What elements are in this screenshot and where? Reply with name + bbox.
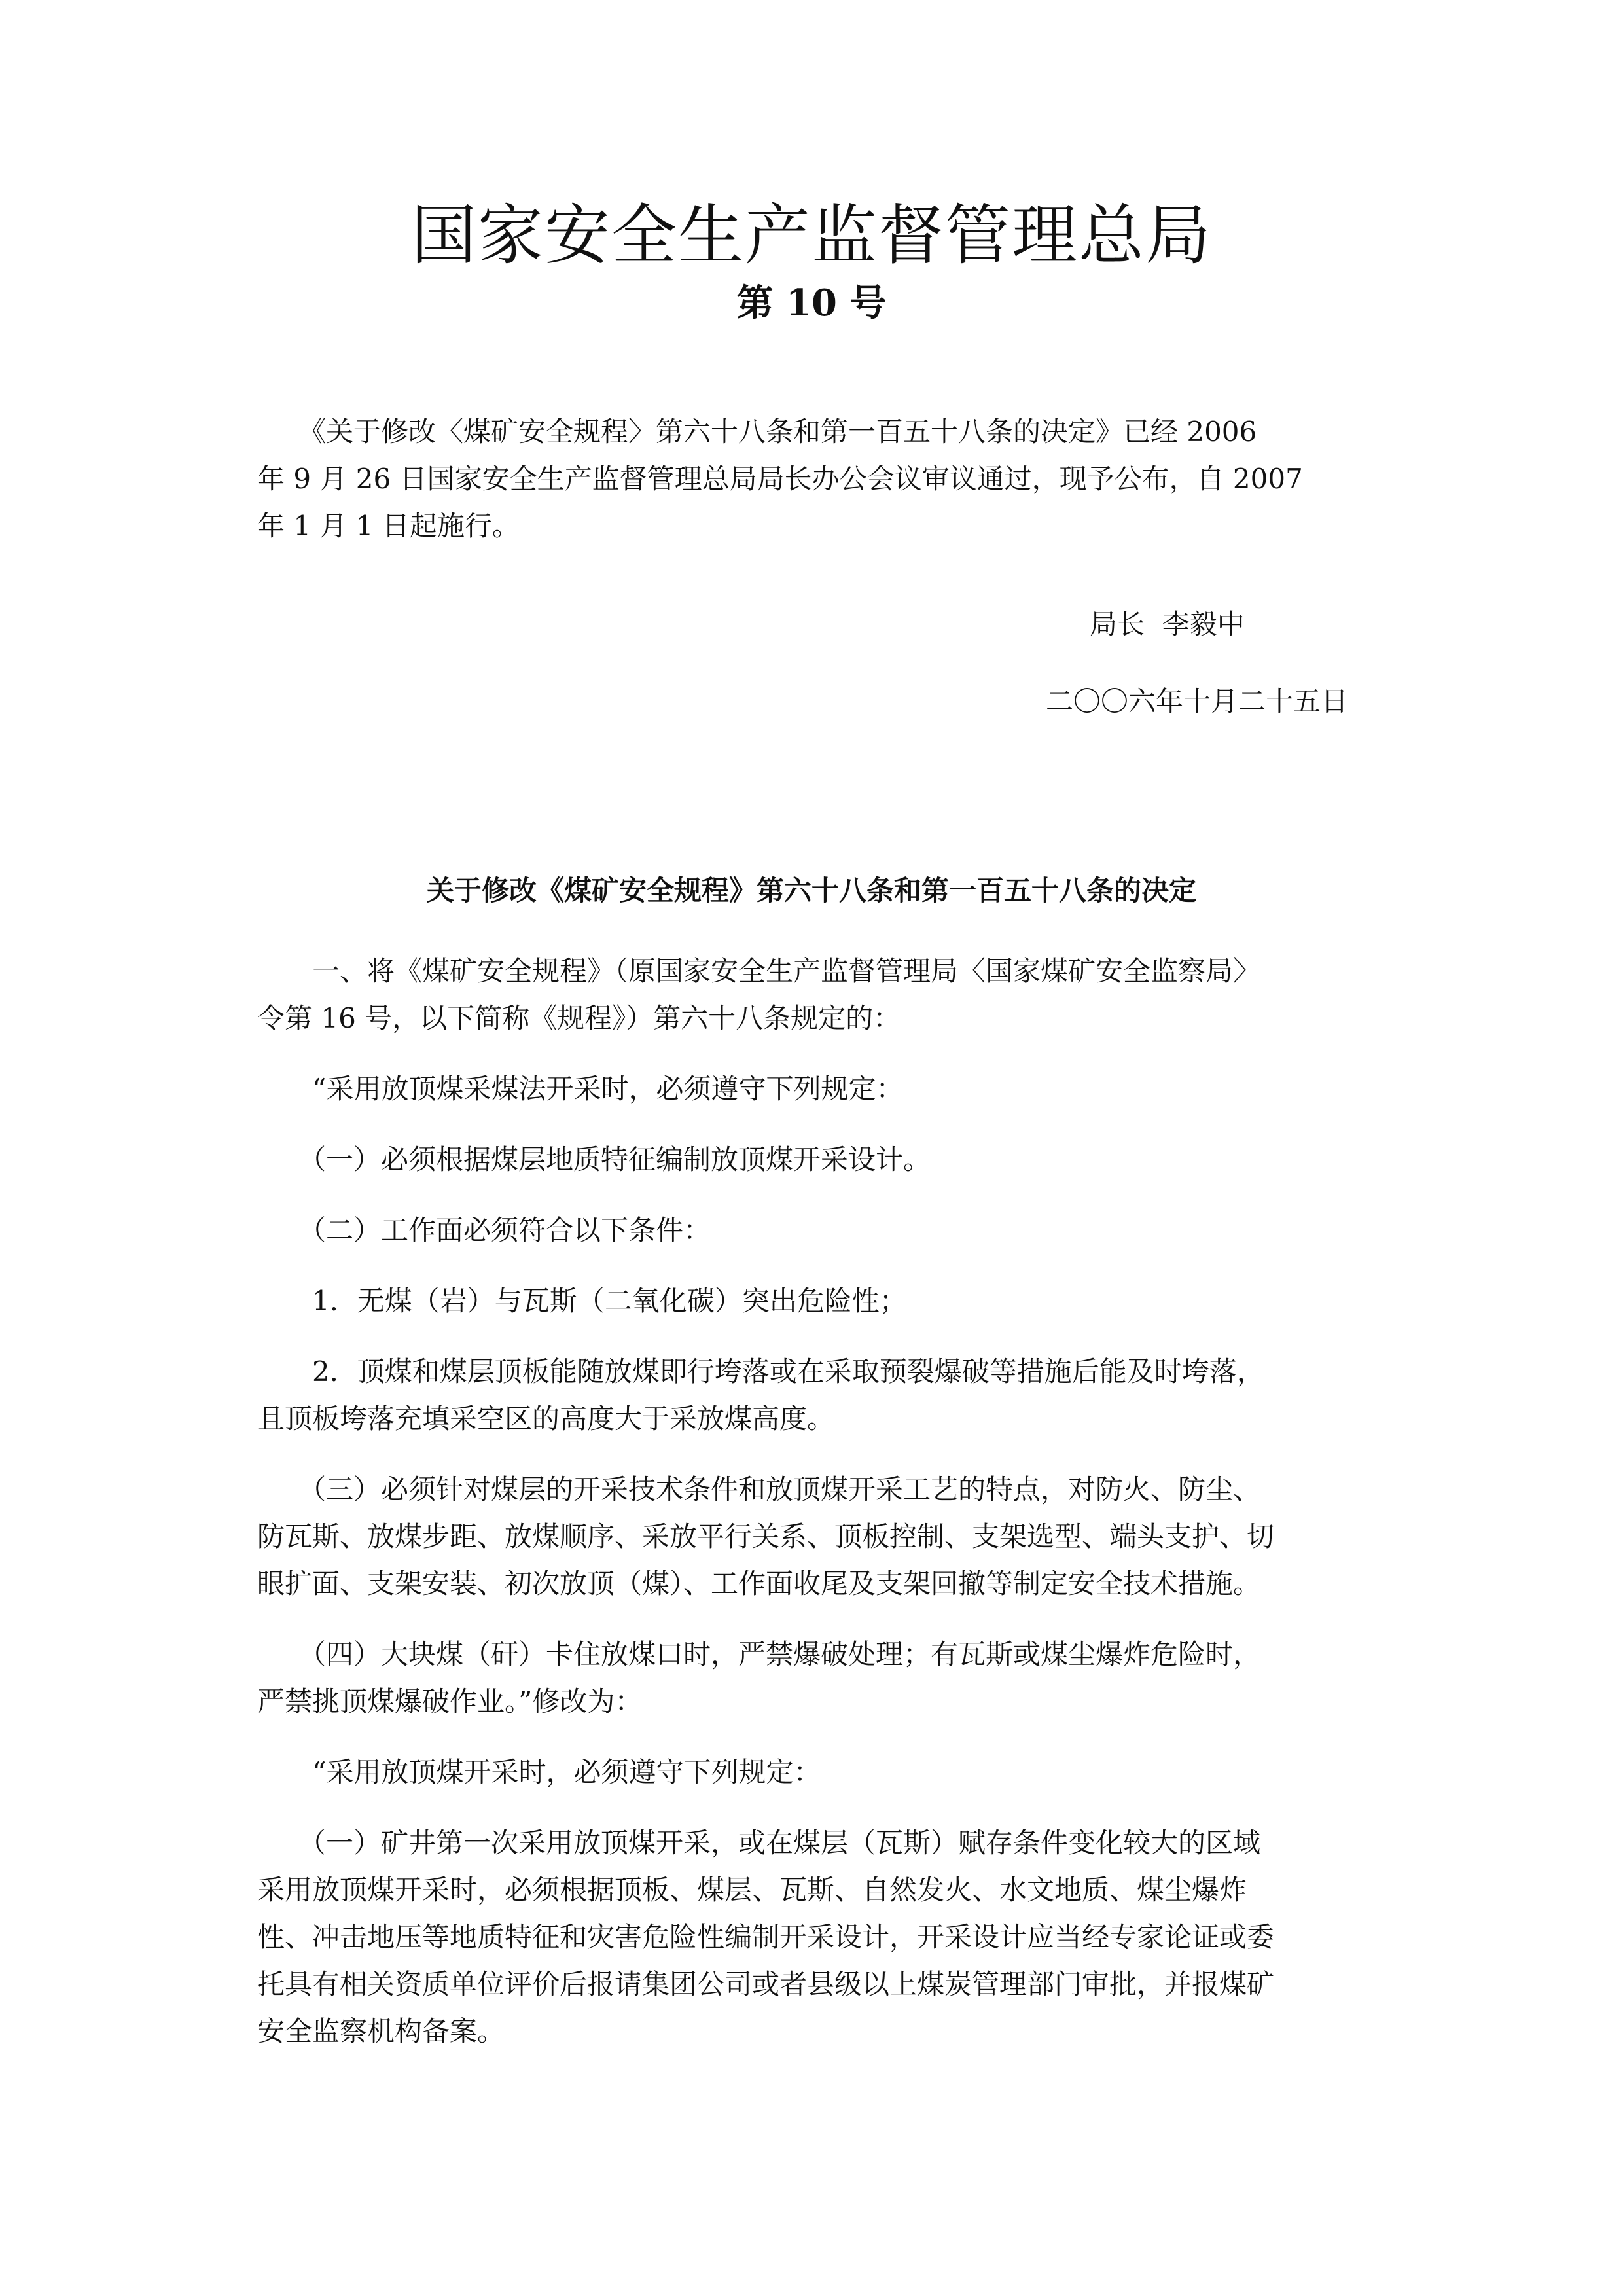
signer: 局长 李毅中 [1090, 608, 1245, 640]
decision-paragraph: 一、将《煤矿安全规程》（原国家安全生产监督管理局〈国家煤矿安全监察局〉 令第 16 号，以下简称《规程》）第六十八条规定的： [257, 955, 1261, 1034]
decision-paragraph: 1．无煤（岩）与瓦斯（二氧化碳）突出危险性； [257, 1285, 907, 1317]
decision-paragraph: （四）大块煤（矸）卡住放煤口时，严禁爆破处理；有瓦斯或煤尘爆炸危险时， 严禁挑顶煤爆破作业。”修改为： [257, 1638, 1261, 1717]
decision-paragraph: “采用放顶煤开采时，必须遵守下列规定： [257, 1756, 821, 1788]
decision-title: 关于修改《煤矿安全规程》第六十八条和第一百五十八条的决定 [426, 874, 1196, 906]
decision-paragraph: “采用放顶煤采煤法开采时，必须遵守下列规定： [257, 1073, 904, 1105]
decision-paragraph: 2．顶煤和煤层顶板能随放煤即行垮落或在采取预裂爆破等措施后能及时垮落， 且顶板垮落充填采空区的高度大于采放煤高度。 [257, 1355, 1264, 1435]
preamble-line-1: 《关于修改〈煤矿安全规程〉第六十八条和第一百五十八条的决定》已经 2006 [257, 416, 1257, 448]
preamble-line-2: 年 9 月 26 日国家安全生产监督管理总局局长办公会议审议通过，现予公布，自 2007 [257, 463, 1303, 495]
agency-title: 国家安全生产监督管理总局 [411, 197, 1212, 274]
decision-paragraph: （二）工作面必须符合以下条件： [257, 1214, 711, 1246]
preamble-line-3: 年 1 月 1 日起施行。 [257, 510, 520, 542]
decision-paragraph: （三）必须针对煤层的开采技术条件和放顶煤开采工艺的特点，对防火、防尘、 防瓦斯、放煤步距、放煤顺序、采放平行关系、顶板控制、支架选型、端头支护、切 眼扩面、支架安装、初次放顶（煤）、工作面收尾及支架回撤等制定安全技术措施。 [257, 1473, 1275, 1600]
decision-paragraph: （一）矿井第一次采用放顶煤开采，或在煤层（瓦斯）赋存条件变化较大的区域 采用放顶煤开采时，必须根据顶板、煤层、瓦斯、自然发火、水文地质、煤尘爆炸 性、冲击地压等地质特征和灾害危险性编制开采设计，开采设计应当经专家论证或委 托具有相关资质单位评价后报请集团公司或者县级以上煤炭管理部门审批，并报煤矿 安全监察机构备案。 [257, 1827, 1275, 2047]
order-number: 第 10 号 [736, 281, 887, 325]
decision-paragraph: （一）必须根据煤层地质特征编制放顶煤开采设计。 [257, 1143, 931, 1175]
issue-date: 二〇〇六年十月二十五日 [1046, 685, 1349, 717]
